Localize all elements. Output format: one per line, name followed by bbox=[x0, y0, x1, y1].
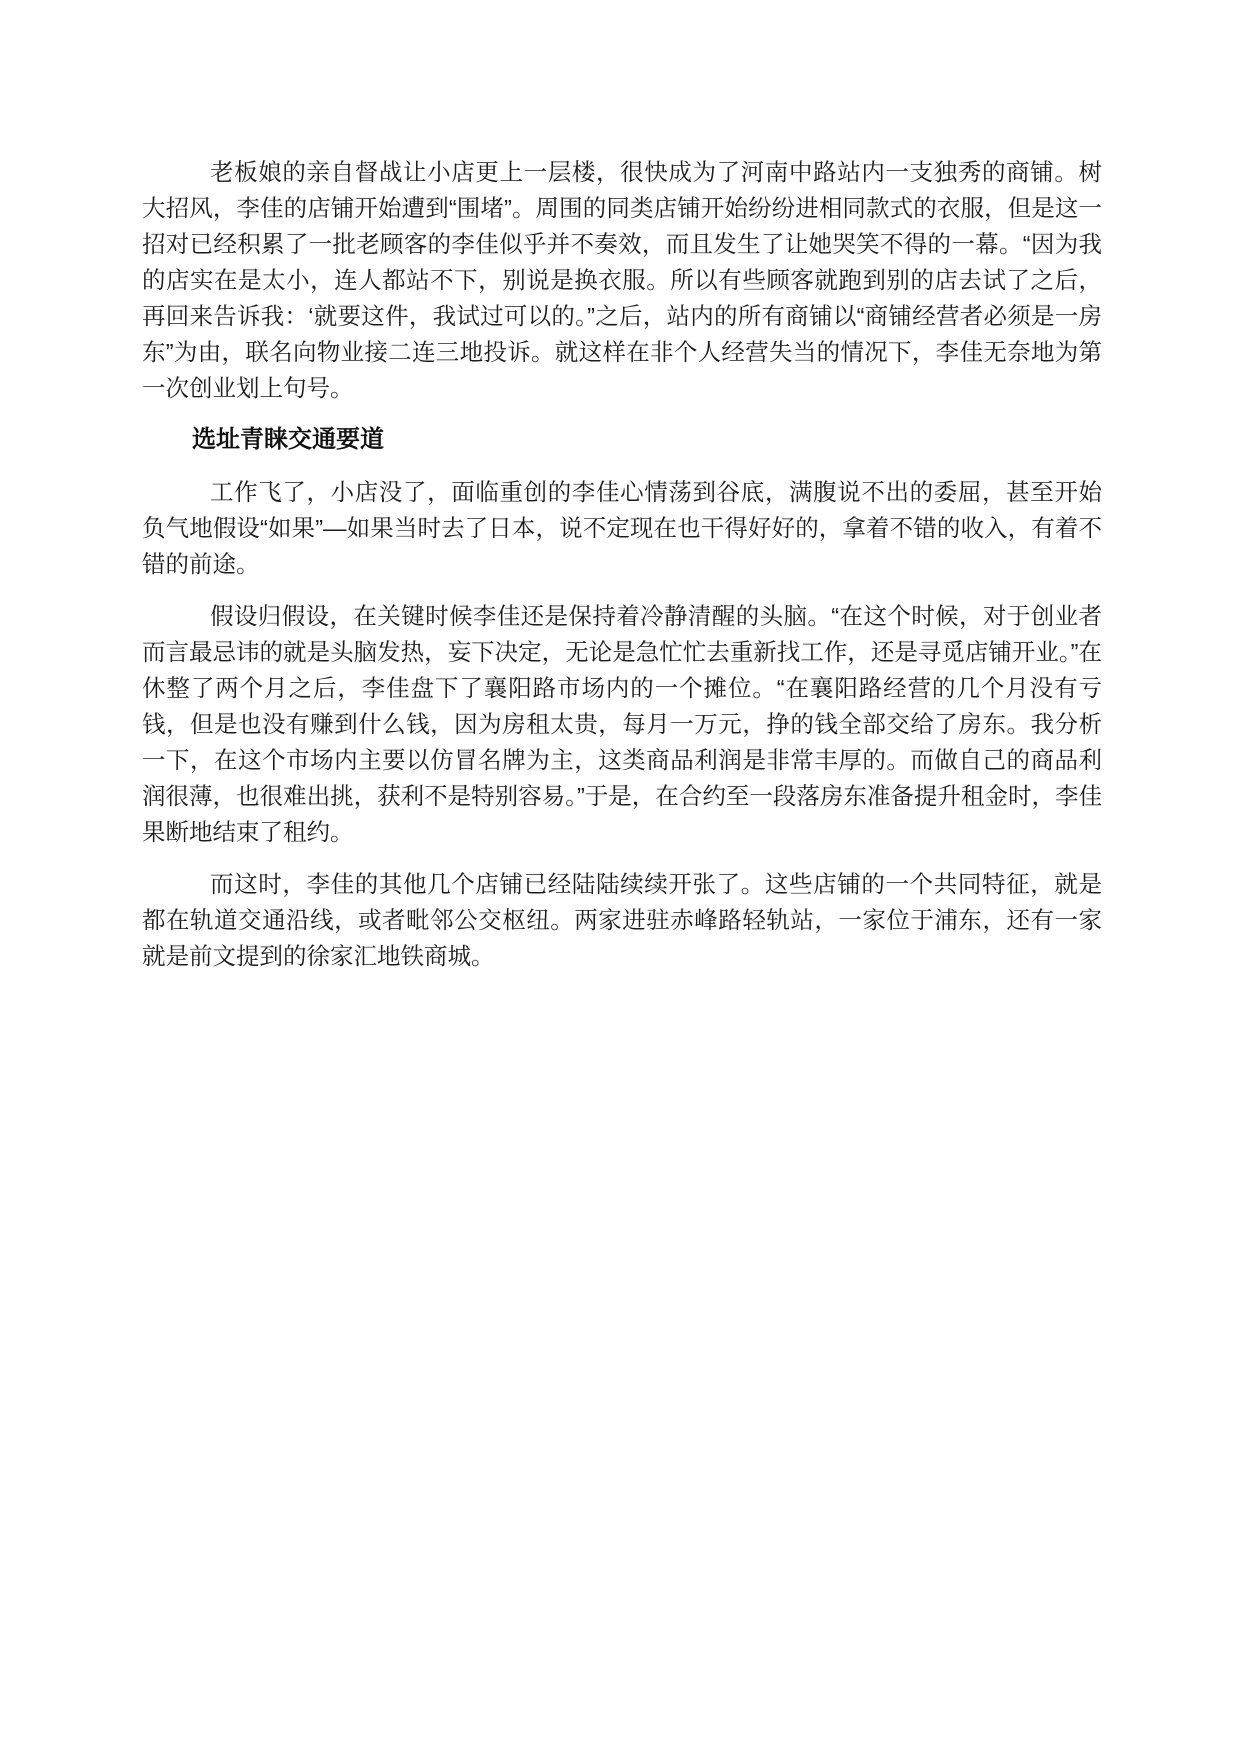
paragraph-setback: 工作飞了，小店没了，面临重创的李佳心情荡到谷底，满腹说不出的委屈，甚至开始负气地假设“如果”—如果当时去了日本，说不定现在也干得好好的，拿着不错的收入，有着不错的前途。 bbox=[142, 479, 1102, 577]
paragraph-shop-siege: 老板娘的亲自督战让小店更上一层楼，很快成为了河南中路站内一支独秀的商铺。树大招风，李佳的店铺开始遭到“围堵”。周围的同类店铺开始纷纷进相同款式的衣服，但是这一招对已经积累了一批老顾客的李佳似乎并不奏效，而且发生了让她哭笑不得的一幕。“因为我的店实在是太小，连人都站不下，别说是换衣服。所以有些顾客就跑到别的店去试了之后，再回来告诉我：‘就要这件，我试过可以的。”之后，站内的所有商铺以“商铺经营者必须是一房东”为由，联名向物业接二连三地投诉。就这样在非个人经营失当的情况下，李佳无奈地为第一次创业划上句号。 bbox=[142, 159, 1102, 401]
paragraph-xiangyang-market: 假设归假设，在关键时候李佳还是保持着冷静清醒的头脑。“在这个时候，对于创业者而言最忌讳的就是头脑发热，妄下决定，无论是急忙忙去重新找工作，还是寻觅店铺开业。”在休整了两个月之后，李佳盘下了襄阳路市场内的一个摊位。“在襄阳路经营的几个月没有亏钱，但是也没有赚到什么钱，因为房租太贵，每月一万元，挣的钱全部交给了房东。我分析一下，在这个市场内主要以仿冒名牌为主，这类商品利润是非常丰厚的。而做自己的商品利润很薄，也很难出挑，获利不是特别容易。”于是，在合约至一段落房东准备提升租金时，李佳果断地结束了租约。 bbox=[142, 603, 1102, 845]
paragraph-transit-locations: 而这时，李佳的其他几个店铺已经陆陆续续开张了。这些店铺的一个共同特征，就是都在轨道交通沿线，或者毗邻公交枢纽。两家进驻赤峰路轻轨站，一家位于浦东，还有一家就是前文提到的徐家汇地铁商城。 bbox=[142, 871, 1102, 969]
section-heading: 选址青睐交通要道 bbox=[192, 426, 384, 453]
